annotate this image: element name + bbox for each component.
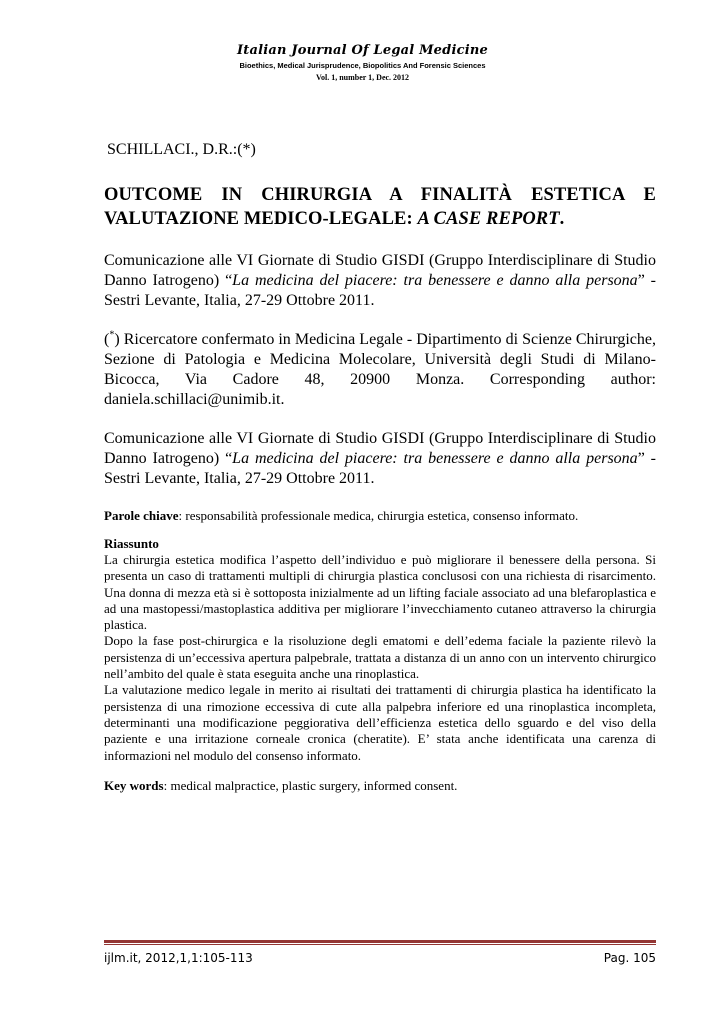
key-words-label: Key words (104, 777, 164, 793)
comm2-before: Comunicazione alle VI Giornate di Studio GISDI (Gruppo Interdisciplinare di Studio Danno Iatrogeno) “ (104, 430, 656, 467)
journal-volume: Vol. 1, number 1, Dec. 2012 (315, 73, 410, 82)
parole-chiave-label: Parole chiave (104, 508, 179, 523)
riassunto-paragraph: La chirurgia estetica modifica l’aspetto dell’individuo e può migliorare il benessere della persona. Si presenta un caso di trattamenti multipli di chirurgia plastica conclusosi con una richiesta di risarcimento. Una donna di mezza età si è sottoposta inizialmente ad un lifting faciale associato ad una blefaroplastica e ad una mastopessi/mastoplastica additiva per migliorare l’invecchiamento cutaneo attraverso la chirurgia plastica. (104, 552, 656, 633)
riassunto-paragraph: Dopo la fase post-chirurgica e la risoluzione degli ematomi e dell’edema faciale la paziente rilevò la persistenza di un’eccessiva apertura palpebrale, trattata a distanza di un anno con un intervento chirurgico nell’ambito del quale è stata eseguita anche una rinoplastica. (104, 633, 656, 682)
communication-note-2 (104, 429, 656, 489)
title-main: OUTCOME IN CHIRURGIA A FINALITÀ ESTETICA E VALUTAZIONE MEDICO-LEGALE: (104, 185, 656, 229)
footer-rule-thin (104, 944, 656, 945)
affiliation-mark: * (109, 329, 115, 341)
comm1-italic: La medicina del piacere: tra benessere e danno alla persona (232, 272, 638, 289)
journal-title: Italian Journal Of Legal Medicine (237, 43, 488, 58)
affiliation-text: ) Ricercatore confermato in Medicina Legale - Dipartimento di Scienze Chirurgiche, Sezione di Patologia e Medicina Molecolare, Università degli Studi di Milano-Bicocca, Via Cadore 48, 20900 Monza. Corresponding author: daniela.schillaci@unimib.it. (104, 331, 656, 408)
author-line: SCHILLACI., D.R.:(*) (107, 141, 256, 158)
affiliation-note (104, 330, 656, 410)
journal-header (0, 42, 725, 83)
article-title (104, 183, 656, 231)
parole-chiave (104, 508, 656, 524)
comm2-italic: La medicina del piacere: tra benessere e danno alla persona (232, 450, 638, 467)
title-italic: A CASE REPORT (417, 209, 560, 229)
article-body (104, 140, 656, 794)
comm1-before: Comunicazione alle VI Giornate di Studio GISDI (Gruppo Interdisciplinare di Studio Danno Iatrogeno) “ (104, 252, 656, 289)
key-words (104, 778, 656, 794)
journal-subtitle: Bioethics, Medical Jurisprudence, Biopolitics And Forensic Sciences (239, 61, 486, 70)
footer-rule (104, 940, 656, 943)
parole-chiave-text: : responsabilità professionale medica, chirurgia estetica, consenso informato. (178, 508, 579, 523)
title-end: . (559, 209, 565, 229)
footer-citation: ijlm.it, 2012,1,1:105-113 (104, 951, 253, 965)
key-words-text: : medical malpractice, plastic surgery, informed consent. (163, 777, 458, 793)
comm1-after: ” - Sestri Levante, Italia, 27-29 Ottobre 2011. (104, 272, 657, 309)
riassunto-heading: Riassunto (104, 536, 159, 551)
comm2-after: ” - Sestri Levante, Italia, 27-29 Ottobre 2011. (104, 450, 657, 487)
affiliation-open: ( (104, 331, 110, 348)
riassunto-paragraph: La valutazione medico legale in merito ai risultati dei trattamenti di chirurgia plastica ha identificato la persistenza di una rimozione eccessiva di cute alla palpebra inferiore ed una rinoplastica incompleta, determinanti una modificazione peggiorativa dell’efficienza estetica dello sguardo e del viso della paziente e una irritazione corneale cronica (cheratite). E’ stata anche identificata una carenza di informazioni nel modulo del consenso informato. (104, 682, 656, 763)
riassunto-section (104, 536, 656, 764)
communication-note-1 (104, 251, 656, 311)
page-number: Pag. 105 (603, 951, 656, 965)
